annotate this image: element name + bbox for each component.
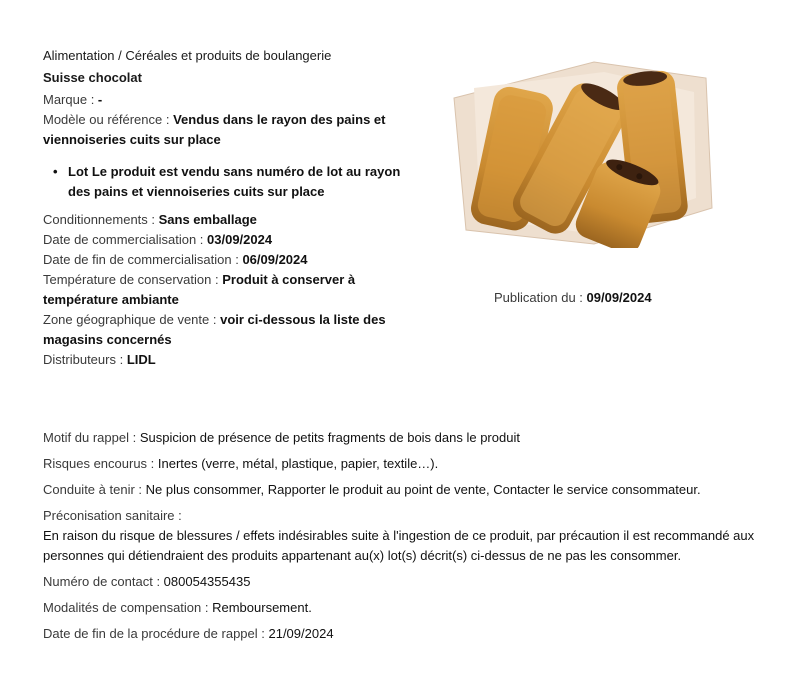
compensation-label: Modalités de compensation : <box>43 600 213 615</box>
risks-value: Inertes (verre, métal, plastique, papier, textile…). <box>157 456 439 471</box>
model-row <box>43 110 403 150</box>
recall-details <box>43 428 763 650</box>
contact-row <box>43 572 763 592</box>
health-value: En raison du risque de blessures / effets indésirables suite à l'ingestion de ce produit, par précaution il est recommandé aux personnes qui détiendraient des produits appartenant au(x) lot(s) décrit(s) ci-dessus de ne pas les consommer. <box>43 528 755 563</box>
model-label: Modèle ou référence : <box>43 112 174 127</box>
lot-item: • Lot Le produit est vendu sans numéro de lot au rayon des pains et viennoiseries cuits sur place <box>55 162 403 202</box>
health-label: Préconisation sanitaire : <box>43 508 182 523</box>
start-date-row <box>43 230 403 250</box>
temperature-value: Produit à conserver à température ambiante <box>43 272 356 307</box>
recall-end-value: 21/09/2024 <box>268 626 334 641</box>
packaging-row <box>43 210 403 230</box>
brand-value: - <box>97 92 103 107</box>
packaging-label: Conditionnements : <box>43 212 159 227</box>
reason-value: Suspicion de présence de petits fragments de bois dans le produit <box>139 430 520 445</box>
model-value: Vendus dans le rayon des pains et viennoiseries cuits sur place <box>43 112 386 147</box>
compensation-value: Remboursement. <box>212 600 312 615</box>
contact-label: Numéro de contact : <box>43 574 164 589</box>
distributor-value: LIDL <box>126 352 156 367</box>
temperature-label: Température de conservation : <box>43 272 223 287</box>
distributor-label: Distributeurs : <box>43 352 127 367</box>
product-photo <box>444 58 714 248</box>
brand-row <box>43 90 403 110</box>
lot-list <box>43 162 403 202</box>
start-date-value: 03/09/2024 <box>207 232 273 247</box>
risks-row <box>43 454 763 474</box>
conduct-value: Ne plus consommer, Rapporter le produit au point de vente, Contacter le service consommateur. <box>145 482 701 497</box>
zone-label: Zone géographique de vente : <box>43 312 221 327</box>
category-breadcrumb: Alimentation / Céréales et produits de boulangerie <box>43 48 332 63</box>
end-date-label: Date de fin de commercialisation : <box>43 252 243 267</box>
product-name: Suisse chocolat <box>43 70 142 85</box>
recall-end-row <box>43 624 763 644</box>
temperature-row <box>43 270 403 310</box>
end-date-value: 06/09/2024 <box>242 252 308 267</box>
publication-date-row <box>494 288 652 308</box>
recall-end-label: Date de fin de la procédure de rappel : <box>43 626 269 641</box>
end-date-row <box>43 250 403 270</box>
publication-label: Publication du : <box>494 290 587 305</box>
reason-label: Motif du rappel : <box>43 430 140 445</box>
compensation-row <box>43 598 763 618</box>
publication-value: 09/09/2024 <box>586 290 652 305</box>
health-row <box>43 506 763 566</box>
conduct-row <box>43 480 763 500</box>
zone-row <box>43 310 403 350</box>
brand-label: Marque : <box>43 92 98 107</box>
contact-value: 080054355435 <box>163 574 251 589</box>
product-info <box>43 46 403 370</box>
distributor-row <box>43 350 403 370</box>
risks-label: Risques encourus : <box>43 456 158 471</box>
zone-value: voir ci-dessous la liste des magasins concernés <box>43 312 386 347</box>
conduct-label: Conduite à tenir : <box>43 482 146 497</box>
packaging-value: Sans emballage <box>158 212 257 227</box>
reason-row <box>43 428 763 448</box>
start-date-label: Date de commercialisation : <box>43 232 208 247</box>
